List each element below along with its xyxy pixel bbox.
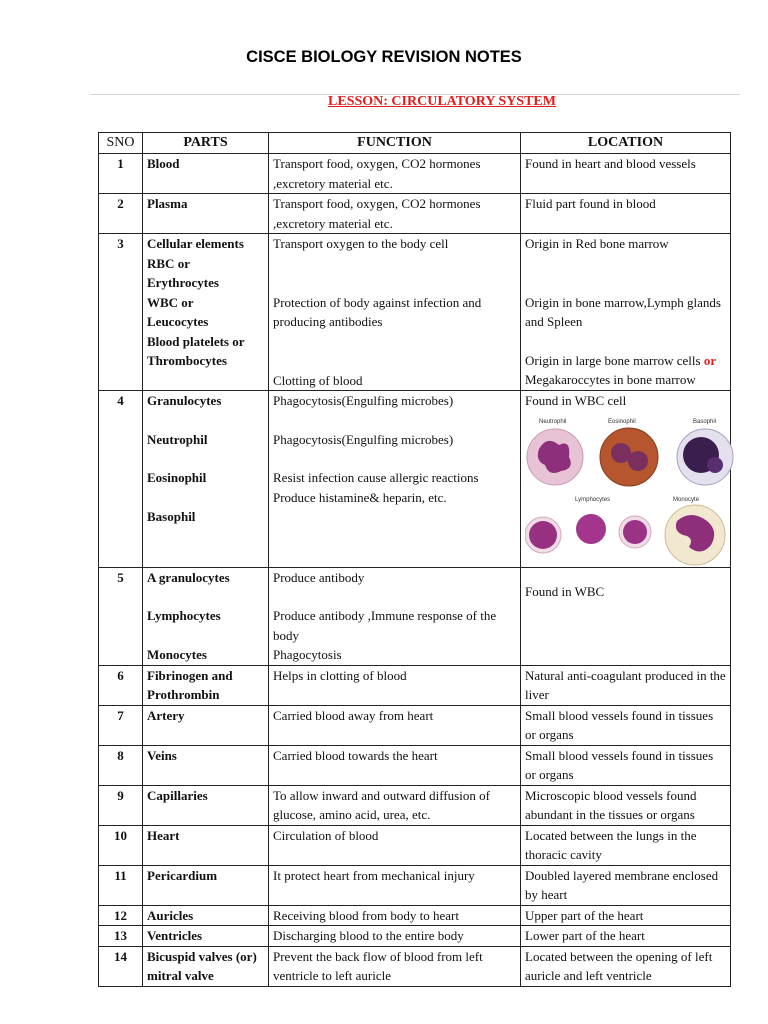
row-sno: 5 (99, 567, 143, 665)
eosinophil-lobe-icon (611, 443, 631, 463)
row-sno: 3 (99, 234, 143, 391)
row-sno: 10 (99, 825, 143, 865)
wbc-illustration-svg (525, 417, 735, 567)
row-part: Blood (143, 154, 269, 194)
row-function (269, 567, 521, 665)
row-part: Bicuspid valves (or) mitral valve (143, 946, 269, 986)
location-line: Found in WBC (525, 583, 605, 599)
row-function (269, 234, 521, 391)
row-sno: 13 (99, 926, 143, 947)
row-part: Auricles (143, 905, 269, 926)
row-function: Carried blood away from heart (269, 705, 521, 745)
row-sno: 4 (99, 391, 143, 568)
part-line: Lymphocytes (147, 608, 221, 623)
row-part: Veins (143, 745, 269, 785)
location-or: or (703, 352, 717, 368)
location-line: Megakaroccytes in bone marrow (525, 372, 696, 387)
image-label-neutrophil: Neutrophil (539, 418, 567, 425)
header-parts: PARTS (143, 133, 269, 154)
table-row (99, 745, 731, 785)
part-line: Blood platelets or (147, 333, 245, 349)
row-function: Transport food, oxygen, CO2 hormones ,excretory material etc. (269, 194, 521, 234)
table-row (99, 391, 731, 568)
row-part (143, 391, 269, 568)
table-row (99, 785, 731, 825)
row-part: Fibrinogen and Prothrombin (143, 665, 269, 705)
part-line: Cellular elements (147, 236, 244, 251)
row-sno: 2 (99, 194, 143, 234)
row-location: Small blood vessels found in tissues or organs (521, 745, 731, 785)
table-row (99, 865, 731, 905)
row-part: Plasma (143, 194, 269, 234)
location-line: Origin in Red bone marrow (525, 236, 669, 251)
row-function: Prevent the back flow of blood from left ventricle to left auricle (269, 946, 521, 986)
row-part: Heart (143, 825, 269, 865)
function-line: Produce antibody (273, 569, 365, 585)
row-location: Located between the opening of left auricle and left ventricle (521, 946, 731, 986)
part-line: Thrombocytes (147, 353, 227, 368)
row-function: Helps in clotting of blood (269, 665, 521, 705)
row-location (521, 234, 731, 391)
function-line: Clotting of blood (273, 372, 363, 388)
location-line (525, 351, 726, 371)
row-location: Upper part of the heart (521, 905, 731, 926)
eosinophil-lobe-icon (628, 451, 648, 471)
row-location: Small blood vessels found in tissues or organs (521, 705, 731, 745)
row-function: Discharging blood to the entire body (269, 926, 521, 947)
row-sno: 8 (99, 745, 143, 785)
header-sno: SNO (99, 133, 143, 154)
table-row (99, 905, 731, 926)
lymphocyte-nucleus-icon (623, 520, 647, 544)
revision-table (98, 132, 731, 987)
image-label-eosinophil: Eosinophil (608, 418, 636, 425)
function-line: Transport oxygen to the body cell (273, 236, 449, 251)
row-part (143, 567, 269, 665)
row-function: Carried blood towards the heart (269, 745, 521, 785)
row-sno: 14 (99, 946, 143, 986)
part-line: Granulocytes (147, 393, 222, 408)
row-sno: 7 (99, 705, 143, 745)
row-function: It protect heart from mechanical injury (269, 865, 521, 905)
table-row (99, 194, 731, 234)
location-text: Origin in large bone marrow cells (525, 352, 701, 368)
row-location: Natural anti-coagulant produced in the liver (521, 665, 731, 705)
row-part: Capillaries (143, 785, 269, 825)
row-location: Doubled layered membrane enclosed by heart (521, 865, 731, 905)
row-location: Fluid part found in blood (521, 194, 731, 234)
row-sno: 9 (99, 785, 143, 825)
part-line: RBC or (147, 255, 190, 271)
table-row (99, 567, 731, 665)
table-row (99, 946, 731, 986)
row-sno: 12 (99, 905, 143, 926)
row-location: Located between the lungs in the thoracic cavity (521, 825, 731, 865)
row-function: Receiving blood from body to heart (269, 905, 521, 926)
row-function (269, 391, 521, 568)
row-function: Circulation of blood (269, 825, 521, 865)
wbc-illustration (525, 417, 735, 567)
row-location (521, 391, 731, 568)
row-part: Ventricles (143, 926, 269, 947)
part-line: Leucocytes (147, 314, 209, 329)
table-header-row (99, 133, 731, 154)
basophil-granules-icon (707, 457, 723, 473)
row-function: To allow inward and outward diffusion of glucose, amino acid, urea, etc. (269, 785, 521, 825)
table-row (99, 665, 731, 705)
part-line: Monocytes (147, 646, 207, 662)
part-line: Basophil (147, 508, 196, 524)
lesson-title: LESSON: CIRCULATORY SYSTEM (328, 94, 556, 109)
part-line: Neutrophil (147, 431, 208, 447)
table-row (99, 926, 731, 947)
part-line: WBC or (147, 294, 194, 310)
row-sno: 11 (99, 865, 143, 905)
image-label-lymphocytes: Lymphocytes (575, 496, 611, 503)
image-label-monocyte: Monocyte (673, 496, 700, 503)
row-location: Microscopic blood vessels found abundant in the tissues or organs (521, 785, 731, 825)
function-line: Phagocytosis (273, 647, 342, 662)
row-part (143, 234, 269, 391)
location-line: Origin in bone marrow,Lymph glands and Spleen (525, 294, 721, 329)
row-location (521, 567, 731, 665)
page-title: CISCE BIOLOGY REVISION NOTES (246, 48, 522, 66)
lymphocyte-nucleus-icon (529, 521, 557, 549)
row-sno: 1 (99, 154, 143, 194)
table-row (99, 705, 731, 745)
row-part: Artery (143, 705, 269, 745)
function-line: Resist infection cause allergic reactions (273, 470, 479, 485)
function-line: Protection of body against infection and producing antibodies (273, 294, 482, 329)
image-label-basophil: Basophil (693, 418, 717, 425)
table-row (99, 154, 731, 194)
row-sno: 6 (99, 665, 143, 705)
row-location: Found in heart and blood vessels (521, 154, 731, 194)
header-function: FUNCTION (269, 133, 521, 154)
part-line: A granulocytes (147, 569, 230, 585)
header-location: LOCATION (521, 133, 731, 154)
row-location: Lower part of the heart (521, 926, 731, 947)
row-function: Transport food, oxygen, CO2 hormones ,excretory material etc. (269, 154, 521, 194)
function-line: Produce antibody ,Immune response of the body (273, 608, 497, 643)
part-line: Eosinophil (147, 470, 207, 485)
lymphocyte-nucleus-icon (576, 514, 606, 544)
function-line: Phagocytosis(Engulfing microbes) (273, 431, 454, 447)
function-line: Produce histamine& heparin, etc. (273, 489, 447, 505)
row-part: Pericardium (143, 865, 269, 905)
function-line: Phagocytosis(Engulfing microbes) (273, 393, 454, 408)
table-row (99, 234, 731, 391)
location-line: Found in WBC cell (525, 393, 627, 408)
table-row (99, 825, 731, 865)
part-line: Erythrocytes (147, 275, 219, 290)
